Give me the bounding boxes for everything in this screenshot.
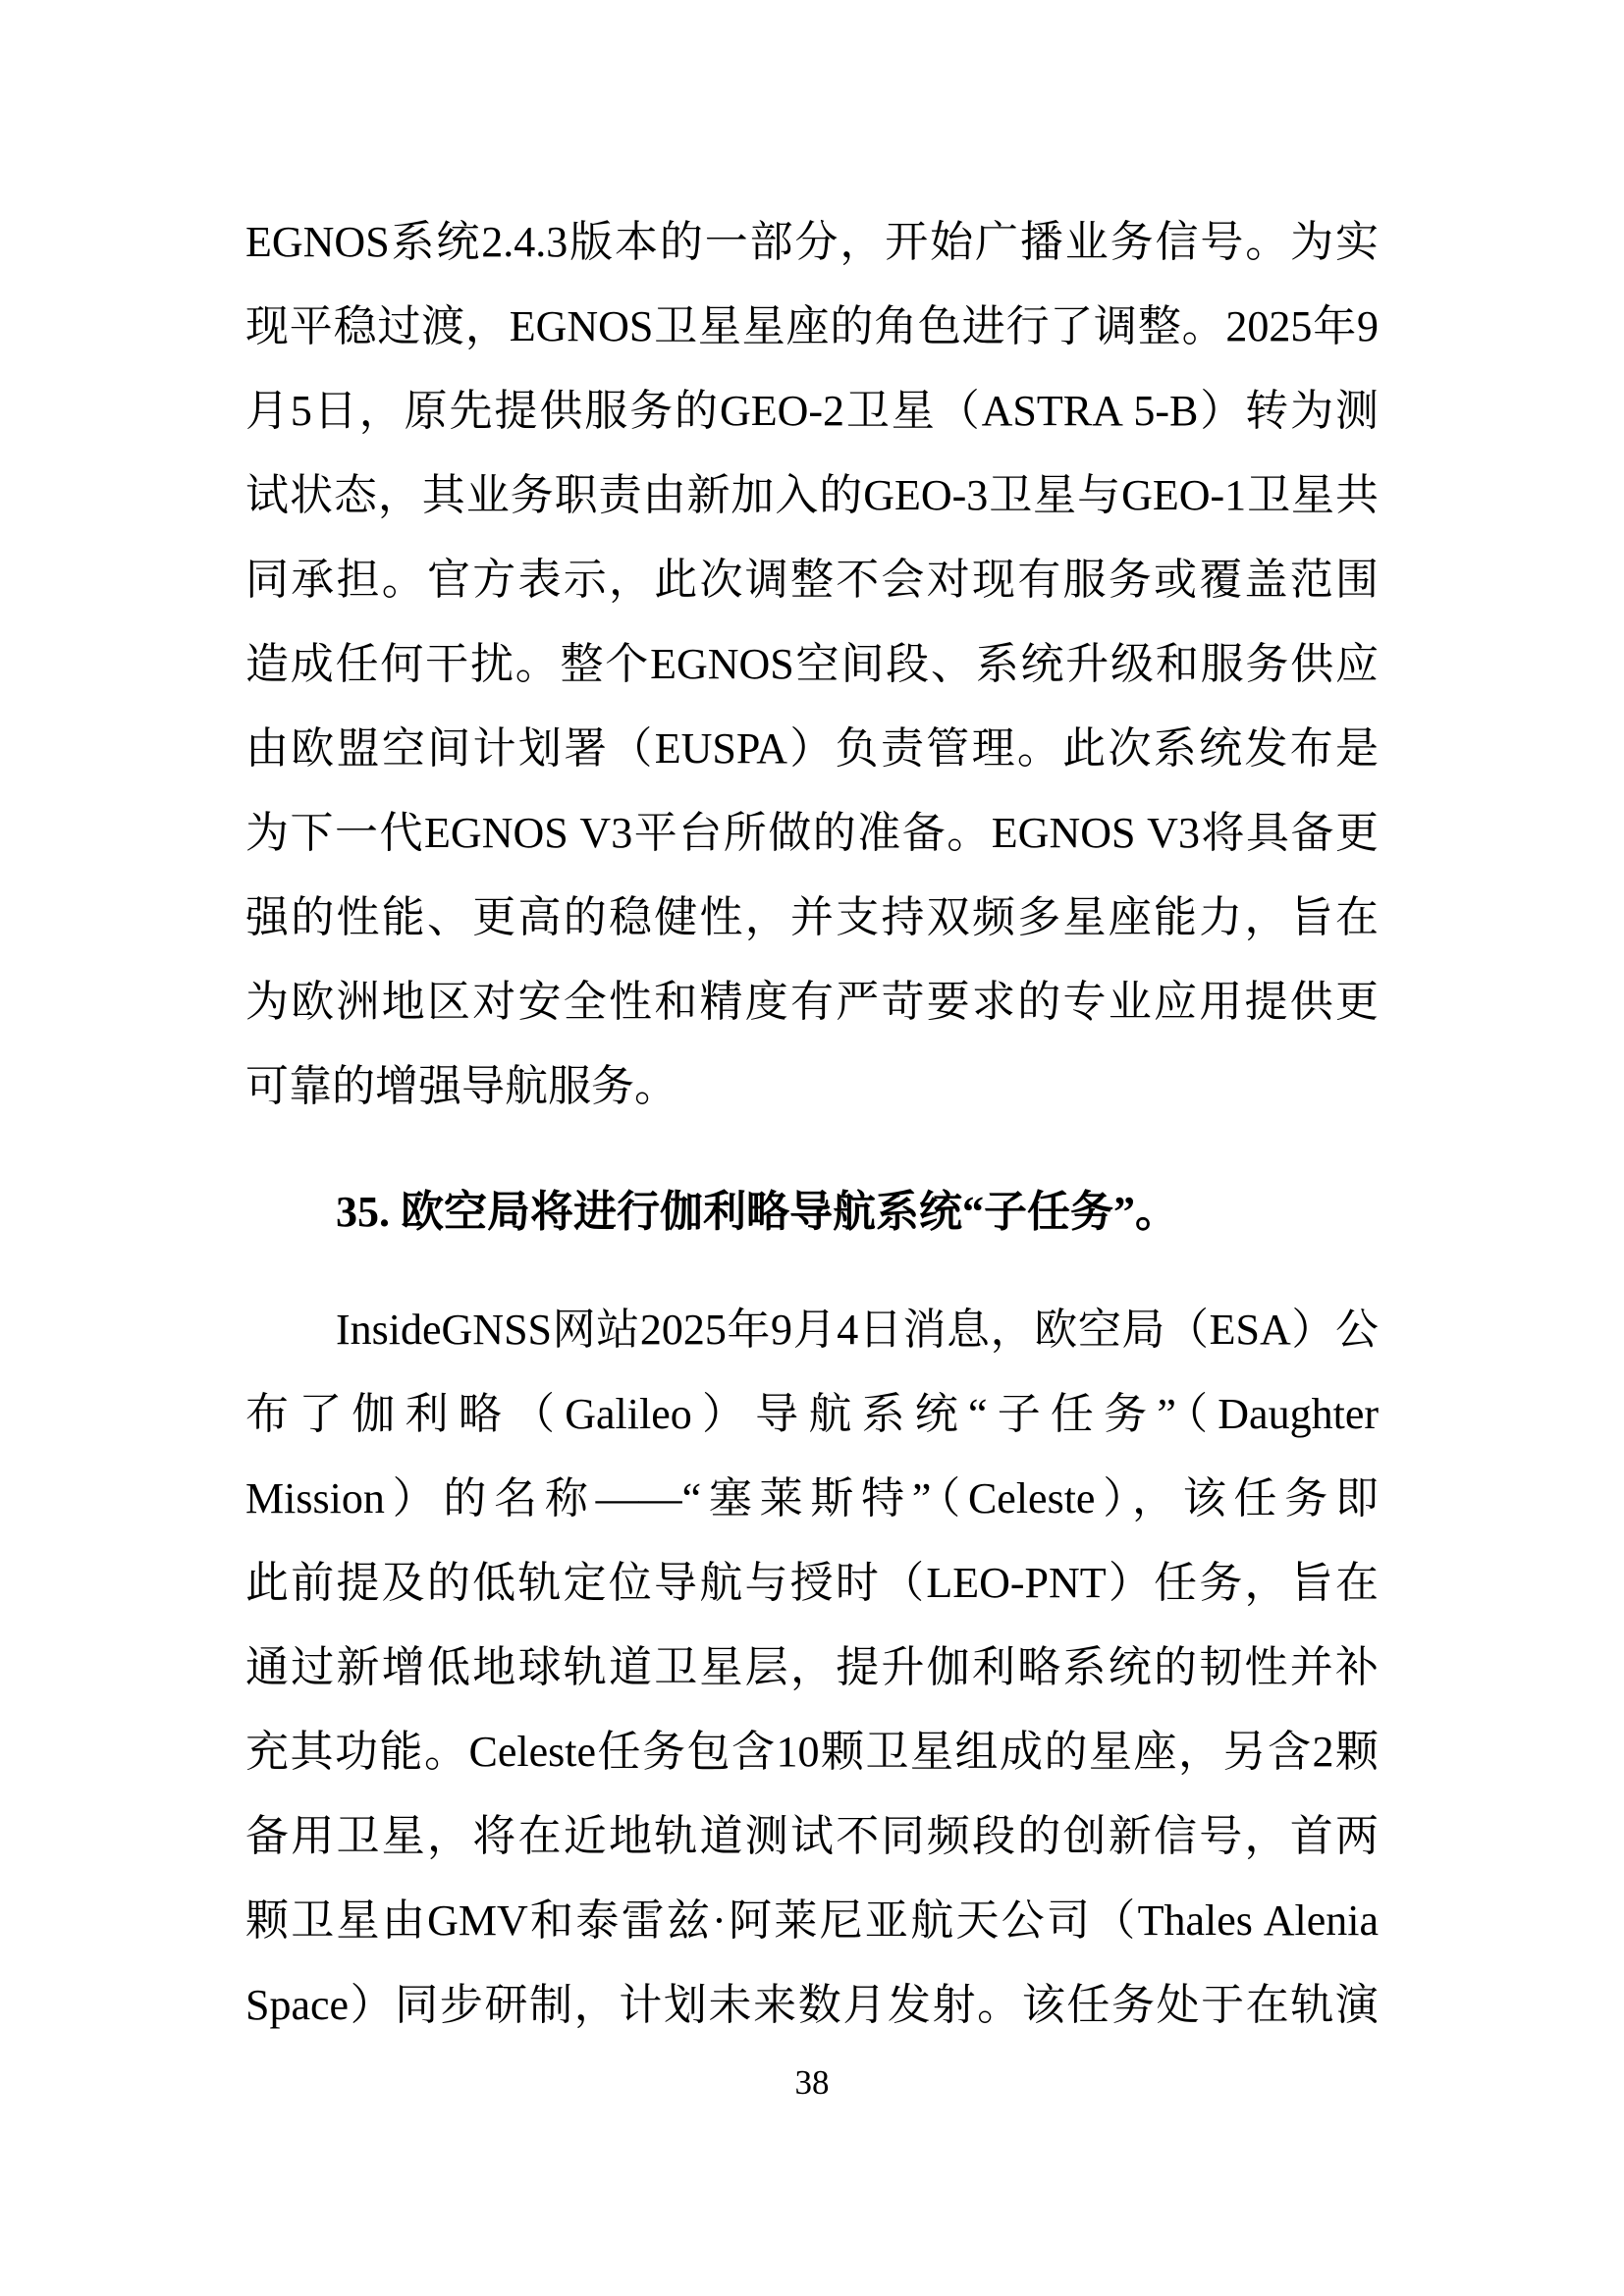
text-line: 颗卫星由GMV和泰雷兹·阿莱尼亚航天公司（Thales Alenia — [245, 1896, 1379, 1945]
text-line: 通过新增低地球轨道卫星层，提升伽利略系统的韧性并补 — [245, 1643, 1379, 1691]
text-line: EGNOS系统2.4.3版本的一部分，开始广播业务信号。为实 — [245, 218, 1379, 266]
text-line: 布了伽利略（Galileo）导航系统“子任务”（Daughter — [245, 1390, 1379, 1438]
section-heading-35: 35. 欧空局将进行伽利略导航系统“子任务”。 — [336, 1188, 1178, 1236]
text-line: Space）同步研制，计划未来数月发射。该任务处于在轨演 — [245, 1981, 1379, 2029]
text-line: 为下一代EGNOS V3平台所做的准备。EGNOS V3将具备更 — [245, 809, 1379, 857]
text-line: 现平稳过渡，EGNOS卫星星座的角色进行了调整。2025年9 — [245, 302, 1379, 350]
text-line: 同承担。官方表示，此次调整不会对现有服务或覆盖范围 — [245, 556, 1379, 604]
text-line: 备用卫星，将在近地轨道测试不同频段的创新信号，首两 — [245, 1812, 1379, 1860]
text-line: 为欧洲地区对安全性和精度有严苛要求的专业应用提供更 — [245, 978, 1379, 1026]
text-line: 造成任何干扰。整个EGNOS空间段、系统升级和服务供应 — [245, 640, 1379, 688]
text-line: 由欧盟空间计划署（EUSPA）负责管理。此次系统发布是 — [245, 724, 1379, 773]
page-body — [245, 200, 1379, 2048]
paragraph-egnos — [245, 200, 1379, 1129]
text-line: 试状态，其业务职责由新加入的GEO-3卫星与GEO-1卫星共 — [245, 471, 1379, 519]
text-line: 月5日，原先提供服务的GEO-2卫星（ASTRA 5-B）转为测 — [245, 387, 1379, 435]
page-number: 38 — [794, 2063, 830, 2102]
text-line: 强的性能、更高的稳健性，并支持双频多星座能力，旨在 — [245, 893, 1379, 941]
paragraph-celeste — [245, 1288, 1379, 2048]
text-line: 充其功能。Celeste任务包含10颗卫星组成的星座，另含2颗 — [245, 1728, 1379, 1776]
text-line: 此前提及的低轨定位导航与授时（LEO-PNT）任务，旨在 — [245, 1559, 1379, 1607]
text-line: InsideGNSS网站2025年9月4日消息，欧空局（ESA）公 — [336, 1306, 1379, 1354]
text-line: 可靠的增强导航服务。 — [245, 1062, 677, 1110]
text-line: Mission）的名称——“塞莱斯特”（Celeste），该任务即 — [245, 1474, 1379, 1522]
